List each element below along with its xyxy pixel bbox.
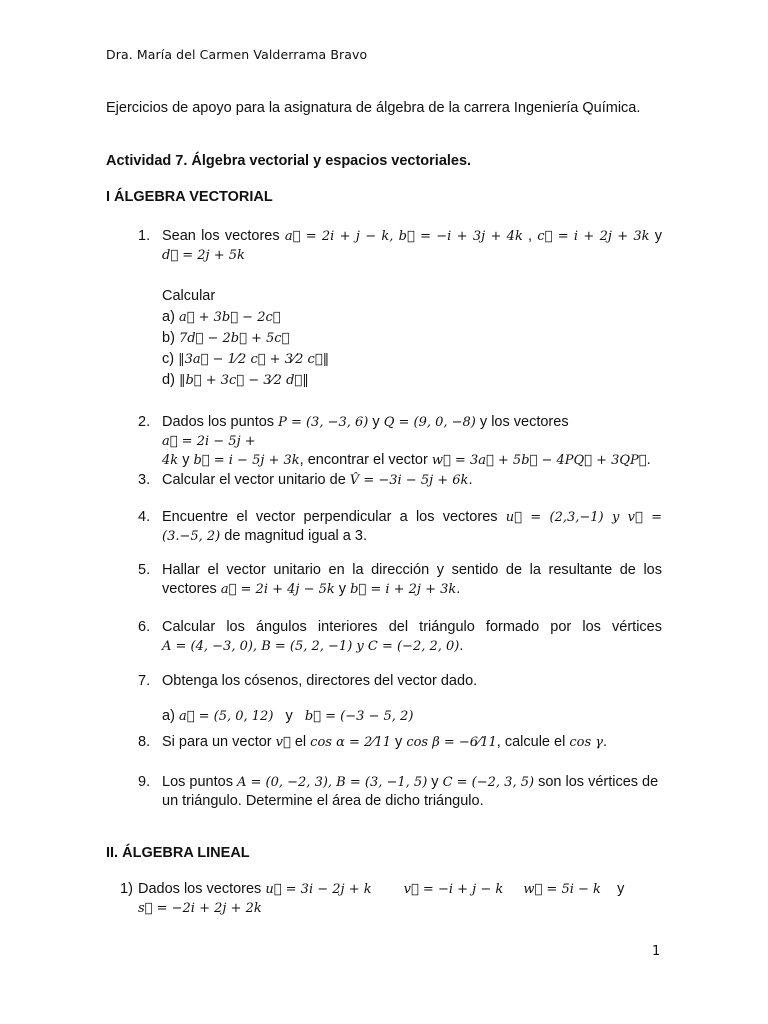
sub-label: a) [162, 708, 175, 724]
exercise-7 [106, 672, 662, 726]
period: . [468, 472, 473, 488]
connector: y [654, 228, 663, 244]
exercise-3 [106, 471, 662, 490]
point-c: C = (−2, 3, 5) [442, 775, 535, 790]
calc-expression: ‖3a⃗ − 1⁄2 c⃗ + 3⁄2 c⃗‖ [178, 352, 330, 367]
calc-label: d) [162, 372, 175, 388]
exercise-2 [106, 413, 662, 470]
exercise-text: Si para un vector [162, 734, 272, 750]
exercise-number: 3. [138, 472, 151, 488]
section-1-title: I ÁLGEBRA VECTORIAL [106, 189, 273, 205]
exercise-1 [106, 227, 662, 265]
exercise-text: el [294, 734, 307, 750]
connector: y [372, 414, 380, 430]
calculate-block [162, 286, 329, 391]
triangle-vertices: A = (4, −3, 0), B = (5, 2, −1) y C = (−2, 2, 0) [162, 639, 460, 654]
period: . [456, 581, 461, 597]
vector-v: v⃗ = −i + j − k [403, 882, 504, 897]
connector: y [617, 881, 625, 897]
exercise-text: Calcular los ángulos interiores del triángulo formado por los vértices [162, 619, 662, 635]
calc-label: c) [162, 351, 175, 367]
calc-label: a) [162, 309, 175, 325]
exercise-number: 4. [138, 509, 151, 525]
period: . [459, 638, 464, 654]
vector-a: a⃗ = 2i + 4j − 5k [220, 582, 335, 597]
period: . [646, 452, 651, 468]
exercise-ii-1 [106, 880, 662, 918]
vector-d: d⃗ = 2j + 5k [162, 248, 245, 263]
vector-v: v⃗ [275, 735, 291, 750]
author-header: Dra. María del Carmen Valderrama Bravo [106, 47, 368, 62]
cos-alpha: cos α = 2⁄11 [310, 735, 392, 750]
exercise-number: 7. [138, 673, 151, 689]
vector-b: b⃗ = (−3 − 5, 2) [304, 709, 414, 724]
exercise-6 [106, 618, 662, 656]
points-a-b: A = (0, −2, 3), B = (3, −1, 5) [236, 775, 428, 790]
vector-a: a⃗ = 2i − 5j + [162, 434, 256, 449]
connector: y [431, 774, 439, 790]
exercise-text: son los vértices de un triángulo. Determine el área de dicho triángulo. [162, 774, 659, 809]
section-2-title: II. ÁLGEBRA LINEAL [106, 845, 250, 861]
calc-expression: 7d⃗ − 2b⃗ + 5c⃗ [178, 331, 290, 346]
page-number: 1 [652, 944, 661, 959]
exercise-number: 9. [138, 774, 151, 790]
calc-label: b) [162, 330, 175, 346]
separator: , [528, 228, 533, 244]
vector-a: a⃗ = 2i + j − k, [284, 229, 394, 244]
exercise-text: Los puntos [162, 774, 233, 790]
exercise-text: , calcule el [496, 734, 566, 750]
exercise-text: y los vectores [479, 414, 569, 430]
exercise-number: 1. [138, 228, 151, 244]
calc-expression: a⃗ + 3b⃗ − 2c⃗ [178, 310, 281, 325]
exercise-text: Hallar el vector unitario en la dirección y sentido de la resultante de los vectores [162, 562, 662, 597]
vector-a: a⃗ = (5, 0, 12) [178, 709, 274, 724]
vector-v-cont: (3.−5, 2) [162, 529, 221, 544]
exercise-8 [106, 733, 662, 752]
point-p: P = (3, −3, 6) [278, 415, 369, 430]
exercise-5 [106, 561, 662, 599]
exercise-text: Encuentre el vector perpendicular a los vectores [162, 509, 498, 525]
exercise-text: Dados los vectores [138, 881, 262, 897]
cos-gamma: cos γ [569, 735, 604, 750]
vector-v: V̂ = −3i − 5j + 6k [349, 473, 469, 488]
exercise-text: Obtenga los cósenos, directores del vector dado. [162, 673, 478, 689]
vectors-u-v: u⃗ = (2,3,−1) y v⃗ = [505, 510, 662, 525]
exercise-number: 1) [120, 881, 133, 897]
cos-beta: cos β = −6⁄11 [406, 735, 497, 750]
calc-expression: ‖b⃗ + 3c⃗ − 3⁄2 d⃗‖ [178, 373, 309, 388]
period: . [603, 734, 608, 750]
exercise-number: 2. [138, 414, 151, 430]
vector-a-cont: 4k [162, 453, 179, 468]
point-q: Q = (9, 0, −8) [383, 415, 476, 430]
exercise-4 [106, 508, 662, 546]
connector: y [182, 452, 190, 468]
vector-w: w⃗ = 5i − k [523, 882, 601, 897]
exercise-9 [106, 773, 662, 811]
vector-b: b⃗ = i − 5j + 3k [193, 453, 300, 468]
vector-b: b⃗ = −i + 3j + 4k [398, 229, 523, 244]
vector-b: b⃗ = i + 2j + 3k [350, 582, 457, 597]
exercise-number: 6. [138, 619, 151, 635]
exercise-text: de magnitud igual a 3. [224, 528, 367, 544]
connector: y [338, 581, 347, 597]
activity-title: Actividad 7. Álgebra vectorial y espacios vectoriales. [106, 153, 472, 169]
calc-item-a [162, 307, 329, 328]
calc-item-d [162, 370, 329, 391]
exercise-text: Dados los puntos [162, 414, 275, 430]
exercise-number: 5. [138, 562, 151, 578]
vector-u: u⃗ = 3i − 2j + k [265, 882, 372, 897]
vector-s: s⃗ = −2i + 2j + 2k [138, 901, 262, 916]
intro-paragraph: Ejercicios de apoyo para la asignatura de álgebra de la carrera Ingeniería Química. [106, 100, 641, 116]
exercise-text: Sean los vectores [162, 228, 280, 244]
exercise-text: , encontrar el vector [299, 452, 428, 468]
calc-item-c [162, 349, 329, 370]
calculate-title: Calcular [162, 288, 216, 304]
connector: y [285, 708, 293, 724]
vector-w: w⃗ = 3a⃗ + 5b⃗ − 4PQ⃗ + 3QP⃗ [431, 453, 647, 468]
calc-item-b [162, 328, 329, 349]
exercise-number: 8. [138, 734, 151, 750]
vector-c: c⃗ = i + 2j + 3k [537, 229, 650, 244]
connector: y [395, 734, 403, 750]
exercise-text: Calcular el vector unitario de [162, 472, 346, 488]
